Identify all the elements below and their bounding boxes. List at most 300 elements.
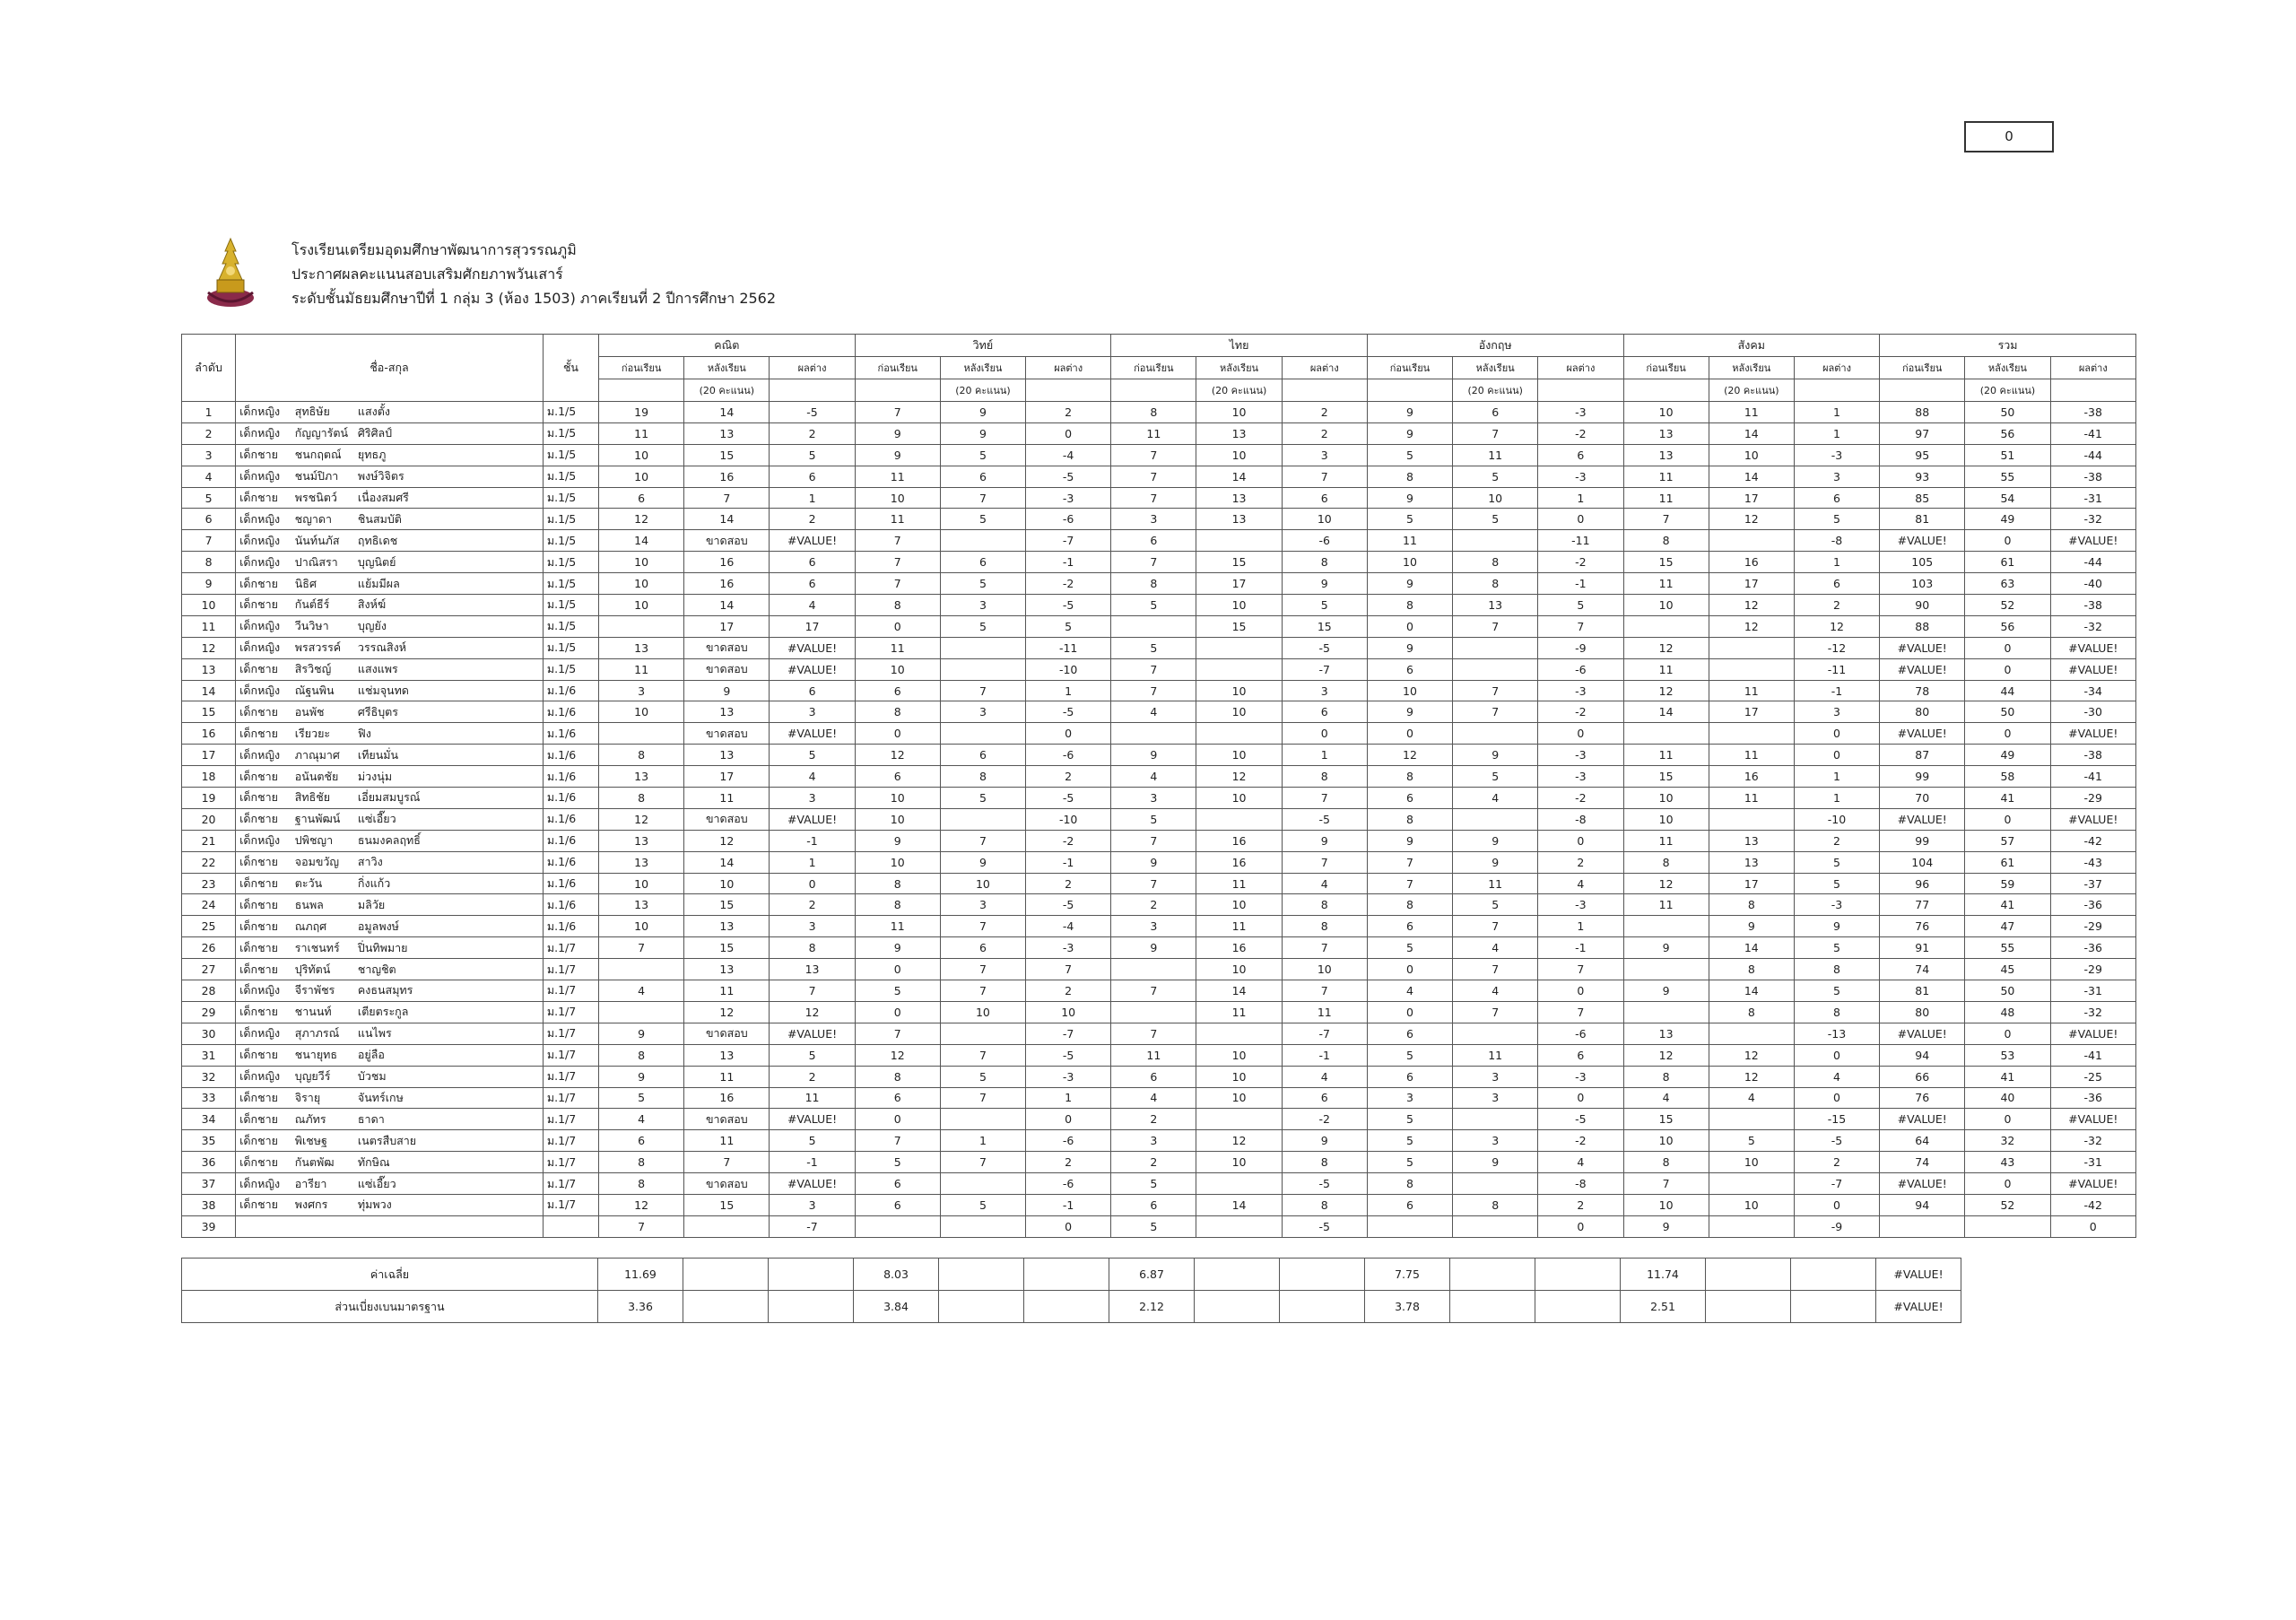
score-cell: #VALUE!	[1880, 637, 1965, 658]
score-cell: 10	[599, 466, 684, 487]
score-cell: 12	[1196, 1130, 1282, 1152]
score-cell: 11	[684, 788, 770, 809]
score-cell: 8	[1623, 1152, 1709, 1173]
score-cell: 12	[1709, 509, 1794, 530]
score-cell: 14	[1196, 1194, 1282, 1215]
row-number: 27	[182, 959, 236, 980]
row-number: 30	[182, 1023, 236, 1044]
score-cell: 5	[940, 1066, 1025, 1087]
score-cell: 1	[1794, 422, 1879, 444]
score-cell: 6	[855, 680, 940, 701]
row-number: 11	[182, 615, 236, 637]
score-cell: 17	[1709, 701, 1794, 723]
score-cell: -1	[770, 1152, 855, 1173]
score-cell: -1	[770, 830, 855, 851]
score-cell: #VALUE!	[770, 658, 855, 680]
last-name	[354, 1215, 543, 1237]
score-cell: 16	[684, 573, 770, 595]
score-cell: 10	[599, 701, 684, 723]
score-cell: 15	[684, 1194, 770, 1215]
score-cell: 0	[1965, 530, 2050, 552]
name-prefix: เด็กชาย	[236, 1087, 291, 1109]
summary-empty-cell	[769, 1259, 854, 1291]
score-cell: 0	[1965, 808, 2050, 830]
score-cell: 0	[1367, 1001, 1452, 1023]
score-cell: 16	[1196, 830, 1282, 851]
score-cell: 8	[1794, 1001, 1879, 1023]
score-cell: 3	[1111, 1130, 1196, 1152]
score-cell: 4	[1453, 937, 1538, 959]
score-cell: 0	[1794, 745, 1879, 766]
name-prefix: เด็กหญิง	[236, 1066, 291, 1087]
score-cell: 7	[940, 830, 1025, 851]
score-cell: 7	[940, 487, 1025, 509]
score-cell: 7	[855, 573, 940, 595]
score-cell: #VALUE!	[2050, 658, 2135, 680]
score-cell: 58	[1965, 766, 2050, 788]
score-cell: 76	[1880, 1087, 1965, 1109]
summary-empty-cell	[1195, 1259, 1280, 1291]
score-cell: 4	[1709, 1087, 1794, 1109]
score-cell: 10	[1196, 1152, 1282, 1173]
score-cell	[1623, 959, 1709, 980]
row-number: 6	[182, 509, 236, 530]
score-cell: 5	[940, 509, 1025, 530]
score-cell: -32	[2050, 1001, 2135, 1023]
score-cell: -9	[1538, 637, 1623, 658]
score-cell: -1	[1794, 680, 1879, 701]
score-cell: 5	[1453, 509, 1538, 530]
table-row	[182, 723, 2136, 745]
score-cell: 12	[1623, 680, 1709, 701]
score-cell: -2	[1538, 701, 1623, 723]
score-cell: 4	[1623, 1087, 1709, 1109]
score-cell: 1	[1282, 745, 1367, 766]
score-cell: 11	[599, 658, 684, 680]
first-name: พงศกร	[291, 1194, 354, 1215]
summary-empty-cell	[683, 1259, 769, 1291]
score-cell: -5	[770, 402, 855, 423]
score-cell: -5	[1538, 1109, 1623, 1130]
last-name: ศรีธิบุตร	[354, 701, 543, 723]
score-cell: 10	[1623, 1130, 1709, 1152]
score-cell: 13	[684, 422, 770, 444]
score-cell: 12	[1623, 637, 1709, 658]
score-cell: 0	[1965, 723, 2050, 745]
table-row	[182, 1044, 2136, 1066]
score-cell: 6	[1367, 658, 1452, 680]
score-cell: -5	[1026, 595, 1111, 616]
score-cell: 88	[1880, 615, 1965, 637]
score-cell: 9	[599, 1066, 684, 1087]
score-cell	[1196, 1215, 1282, 1237]
score-cell: -5	[1026, 1044, 1111, 1066]
score-cell: 15	[1196, 552, 1282, 573]
score-cell: 10	[1709, 1194, 1794, 1215]
class-cell: ม.1/7	[543, 959, 598, 980]
score-cell: 11	[1111, 422, 1196, 444]
score-cell: 0	[855, 723, 940, 745]
score-cell: 11	[1453, 1044, 1538, 1066]
score-cell: 4	[599, 980, 684, 1002]
note-cell	[2050, 379, 2135, 402]
score-table-body	[182, 402, 2136, 1238]
name-prefix: เด็กชาย	[236, 723, 291, 745]
class-cell: ม.1/7	[543, 1194, 598, 1215]
score-cell: ขาดสอบ	[684, 1109, 770, 1130]
score-cell: 5	[770, 1130, 855, 1152]
score-cell: 11	[1623, 745, 1709, 766]
score-cell	[599, 615, 684, 637]
score-cell: 6	[1367, 1066, 1452, 1087]
score-cell: 9	[1111, 851, 1196, 873]
score-cell: 9	[1453, 745, 1538, 766]
row-number: 7	[182, 530, 236, 552]
subheader-after: หลังเรียน	[940, 357, 1025, 379]
table-row	[182, 402, 2136, 423]
last-name: ธาดา	[354, 1109, 543, 1130]
score-cell: 7	[1538, 959, 1623, 980]
row-number: 22	[182, 851, 236, 873]
score-cell: -3	[1538, 894, 1623, 916]
first-name: จีราพัชร	[291, 980, 354, 1002]
score-cell: #VALUE!	[770, 530, 855, 552]
score-note: (20 คะแนน)	[1709, 379, 1794, 402]
score-cell: 5	[940, 615, 1025, 637]
score-cell: -6	[1538, 1023, 1623, 1044]
score-cell: 50	[1965, 701, 2050, 723]
score-cell: 3	[940, 595, 1025, 616]
score-cell: -38	[2050, 745, 2135, 766]
score-cell: 7	[1453, 615, 1538, 637]
score-cell: -8	[1538, 1173, 1623, 1195]
score-cell: 10	[1367, 680, 1452, 701]
score-cell: -7	[1282, 658, 1367, 680]
score-cell: 2	[1026, 980, 1111, 1002]
sd-row	[182, 1291, 1961, 1323]
summary-empty-cell	[1280, 1291, 1365, 1323]
subheader-diff: ผลต่าง	[1026, 357, 1111, 379]
row-number: 35	[182, 1130, 236, 1152]
score-cell: 5	[855, 980, 940, 1002]
score-cell: 0	[1965, 1173, 2050, 1195]
row-number: 18	[182, 766, 236, 788]
table-row	[182, 1087, 2136, 1109]
score-cell: 96	[1880, 873, 1965, 894]
name-prefix: เด็กชาย	[236, 658, 291, 680]
class-cell: ม.1/5	[543, 573, 598, 595]
header-subject: สังคม	[1623, 335, 1880, 357]
score-cell: 7	[940, 680, 1025, 701]
score-cell	[1623, 916, 1709, 937]
score-cell: 4	[1282, 873, 1367, 894]
first-name: วีนวิษา	[291, 615, 354, 637]
score-cell	[1880, 1215, 1965, 1237]
score-cell: 6	[1282, 701, 1367, 723]
score-cell: 8	[1367, 1173, 1452, 1195]
row-number: 1	[182, 402, 236, 423]
score-cell: 10	[1196, 444, 1282, 466]
score-cell: 56	[1965, 615, 2050, 637]
note-cell	[1282, 379, 1367, 402]
name-prefix	[236, 1215, 291, 1237]
header-subject: อังกฤษ	[1367, 335, 1623, 357]
score-cell: -1	[1026, 851, 1111, 873]
name-prefix: เด็กชาย	[236, 573, 291, 595]
score-cell: 5	[1111, 808, 1196, 830]
class-cell: ม.1/6	[543, 788, 598, 809]
score-cell: 10	[1026, 1001, 1111, 1023]
score-cell: #VALUE!	[1880, 1173, 1965, 1195]
score-cell: 2	[1794, 830, 1879, 851]
score-cell: 6	[770, 552, 855, 573]
table-row	[182, 444, 2136, 466]
row-number: 26	[182, 937, 236, 959]
score-cell: 51	[1965, 444, 2050, 466]
score-cell	[1111, 1001, 1196, 1023]
first-name: ณัฐนพิน	[291, 680, 354, 701]
summary-empty-cell	[1450, 1291, 1535, 1323]
score-cell: -7	[1282, 1023, 1367, 1044]
score-cell: 10	[1196, 745, 1282, 766]
score-cell: 80	[1880, 1001, 1965, 1023]
score-cell: 55	[1965, 937, 2050, 959]
score-cell: -3	[1538, 402, 1623, 423]
score-cell: 53	[1965, 1044, 2050, 1066]
score-cell: 3	[1111, 509, 1196, 530]
name-prefix: เด็กชาย	[236, 1194, 291, 1215]
score-cell: 8	[855, 894, 940, 916]
score-cell: -32	[2050, 615, 2135, 637]
class-cell: ม.1/7	[543, 1066, 598, 1087]
score-cell: 7	[1623, 1173, 1709, 1195]
score-cell: 5	[1282, 595, 1367, 616]
score-cell	[1453, 658, 1538, 680]
row-number: 16	[182, 723, 236, 745]
table-row	[182, 637, 2136, 658]
score-cell: 7	[1453, 422, 1538, 444]
mean-value: #VALUE!	[1876, 1259, 1961, 1291]
score-cell: 12	[1709, 1066, 1794, 1087]
score-cell: -3	[1538, 466, 1623, 487]
row-number: 33	[182, 1087, 236, 1109]
row-number: 34	[182, 1109, 236, 1130]
last-name: มลิวัย	[354, 894, 543, 916]
score-cell: 9	[1367, 573, 1452, 595]
row-number: 20	[182, 808, 236, 830]
score-cell: 5	[1367, 1109, 1452, 1130]
score-cell	[599, 723, 684, 745]
first-name: สุภาภรณ์	[291, 1023, 354, 1044]
score-cell: 5	[1453, 466, 1538, 487]
score-cell: 5	[1453, 766, 1538, 788]
subheader-diff: ผลต่าง	[1538, 357, 1623, 379]
score-cell: 14	[1623, 701, 1709, 723]
name-prefix: เด็กชาย	[236, 444, 291, 466]
score-cell: 5	[1794, 873, 1879, 894]
score-cell: 5	[940, 1194, 1025, 1215]
score-cell: -5	[1282, 1215, 1367, 1237]
score-cell: -4	[1026, 916, 1111, 937]
score-cell: -32	[2050, 509, 2135, 530]
score-cell	[940, 637, 1025, 658]
last-name: ปิ่นทิพมาย	[354, 937, 543, 959]
score-cell: 13	[599, 766, 684, 788]
name-prefix: เด็กชาย	[236, 595, 291, 616]
score-cell: 6	[1367, 916, 1452, 937]
score-cell: 8	[599, 788, 684, 809]
score-cell: -3	[1026, 1066, 1111, 1087]
score-cell: 0	[1538, 1087, 1623, 1109]
score-cell: 13	[684, 745, 770, 766]
subheader-diff: ผลต่าง	[2050, 357, 2135, 379]
name-prefix: เด็กหญิง	[236, 509, 291, 530]
header-no: ลำดับ	[182, 335, 236, 402]
score-cell: 6	[1111, 1194, 1196, 1215]
mean-value: 7.75	[1365, 1259, 1450, 1291]
score-cell: 11	[1196, 1001, 1282, 1023]
class-cell: ม.1/5	[543, 509, 598, 530]
score-cell: 6	[855, 1087, 940, 1109]
header-subject: รวม	[1880, 335, 2136, 357]
score-cell	[1453, 637, 1538, 658]
first-name: อารียา	[291, 1173, 354, 1195]
score-cell: 10	[1196, 1044, 1282, 1066]
score-cell: 10	[1196, 788, 1282, 809]
score-cell: 10	[599, 444, 684, 466]
table-row	[182, 615, 2136, 637]
score-cell: 9	[1794, 916, 1879, 937]
score-cell: 11	[1623, 487, 1709, 509]
note-cell	[1111, 379, 1196, 402]
score-cell: 6	[940, 745, 1025, 766]
score-cell: #VALUE!	[1880, 808, 1965, 830]
summary-empty-cell	[1280, 1259, 1365, 1291]
name-prefix: เด็กชาย	[236, 959, 291, 980]
score-cell	[1453, 1109, 1538, 1130]
score-cell: 2	[1026, 1152, 1111, 1173]
score-cell: 5	[1026, 615, 1111, 637]
score-cell: 4	[599, 1109, 684, 1130]
score-cell: 8	[1367, 466, 1452, 487]
last-name: สิงห์ฆ์	[354, 595, 543, 616]
score-cell: 7	[684, 487, 770, 509]
first-name: ธนพล	[291, 894, 354, 916]
score-cell: 10	[1623, 788, 1709, 809]
last-name: ชินสมบัติ	[354, 509, 543, 530]
score-cell: 0	[1965, 637, 2050, 658]
score-cell: 10	[1623, 808, 1709, 830]
score-cell	[684, 1215, 770, 1237]
score-cell: -25	[2050, 1066, 2135, 1087]
score-cell: #VALUE!	[2050, 808, 2135, 830]
score-cell: 7	[1111, 1023, 1196, 1044]
score-cell: -5	[1026, 788, 1111, 809]
row-number: 9	[182, 573, 236, 595]
score-cell: 16	[684, 552, 770, 573]
score-cell: 4	[770, 766, 855, 788]
score-cell: 8	[1623, 1066, 1709, 1087]
score-cell: 61	[1965, 552, 2050, 573]
score-cell	[940, 1109, 1025, 1130]
score-cell: 17	[684, 766, 770, 788]
score-cell	[940, 1023, 1025, 1044]
score-cell: 7	[684, 1152, 770, 1173]
score-cell: 7	[1538, 615, 1623, 637]
score-cell: 6	[940, 552, 1025, 573]
summary-table	[181, 1258, 1961, 1323]
score-cell: 4	[1282, 1066, 1367, 1087]
first-name: อนันตชัย	[291, 766, 354, 788]
first-name: ปาณิสรา	[291, 552, 354, 573]
score-cell: -6	[1026, 745, 1111, 766]
last-name: บุญนิตย์	[354, 552, 543, 573]
sd-value: 2.12	[1109, 1291, 1195, 1323]
score-cell: 10	[855, 808, 940, 830]
score-cell: 7	[1453, 1001, 1538, 1023]
school-name: โรงเรียนเตรียมอุดมศึกษาพัฒนาการสุวรรณภูมิ	[291, 241, 577, 258]
score-cell: 1	[770, 487, 855, 509]
score-cell: 1	[1794, 766, 1879, 788]
note-cell	[770, 379, 855, 402]
score-cell: 7	[1282, 937, 1367, 959]
score-cell: 5	[1367, 444, 1452, 466]
first-name: พรชนิตว์	[291, 487, 354, 509]
last-name: จันทร์เกษ	[354, 1087, 543, 1109]
table-row	[182, 851, 2136, 873]
score-cell: 5	[1111, 637, 1196, 658]
score-cell: 32	[1965, 1130, 2050, 1152]
score-cell: 0	[1794, 1044, 1879, 1066]
score-cell	[1196, 530, 1282, 552]
score-cell: 1	[1538, 916, 1623, 937]
score-cell: 0	[1367, 723, 1452, 745]
score-cell: 5	[1709, 1130, 1794, 1152]
score-cell: -44	[2050, 444, 2135, 466]
score-cell	[1623, 1001, 1709, 1023]
last-name: เทียนมั่น	[354, 745, 543, 766]
score-cell: 50	[1965, 402, 2050, 423]
score-cell: 11	[1623, 830, 1709, 851]
score-cell	[1111, 959, 1196, 980]
score-cell: 6	[855, 1173, 940, 1195]
score-cell: 15	[1623, 552, 1709, 573]
score-cell: -42	[2050, 830, 2135, 851]
table-row	[182, 1215, 2136, 1237]
score-cell	[1965, 1215, 2050, 1237]
score-cell: 10	[1623, 402, 1709, 423]
score-cell: 76	[1880, 916, 1965, 937]
score-cell: ขาดสอบ	[684, 530, 770, 552]
score-cell: 88	[1880, 402, 1965, 423]
score-cell: 94	[1880, 1194, 1965, 1215]
subheader-before: ก่อนเรียน	[1111, 357, 1196, 379]
score-cell: 5	[940, 788, 1025, 809]
first-name: บุญยวีร์	[291, 1066, 354, 1087]
score-cell: -3	[1538, 766, 1623, 788]
score-cell: 8	[1282, 552, 1367, 573]
first-name	[291, 1215, 354, 1237]
score-cell: #VALUE!	[1880, 658, 1965, 680]
score-cell: -7	[1026, 530, 1111, 552]
score-cell: -2	[1026, 573, 1111, 595]
score-cell: 0	[855, 615, 940, 637]
score-cell: 12	[599, 808, 684, 830]
score-cell: 14	[1196, 466, 1282, 487]
name-prefix: เด็กหญิง	[236, 1023, 291, 1044]
score-cell: 7	[1111, 980, 1196, 1002]
score-cell: -13	[1794, 1023, 1879, 1044]
